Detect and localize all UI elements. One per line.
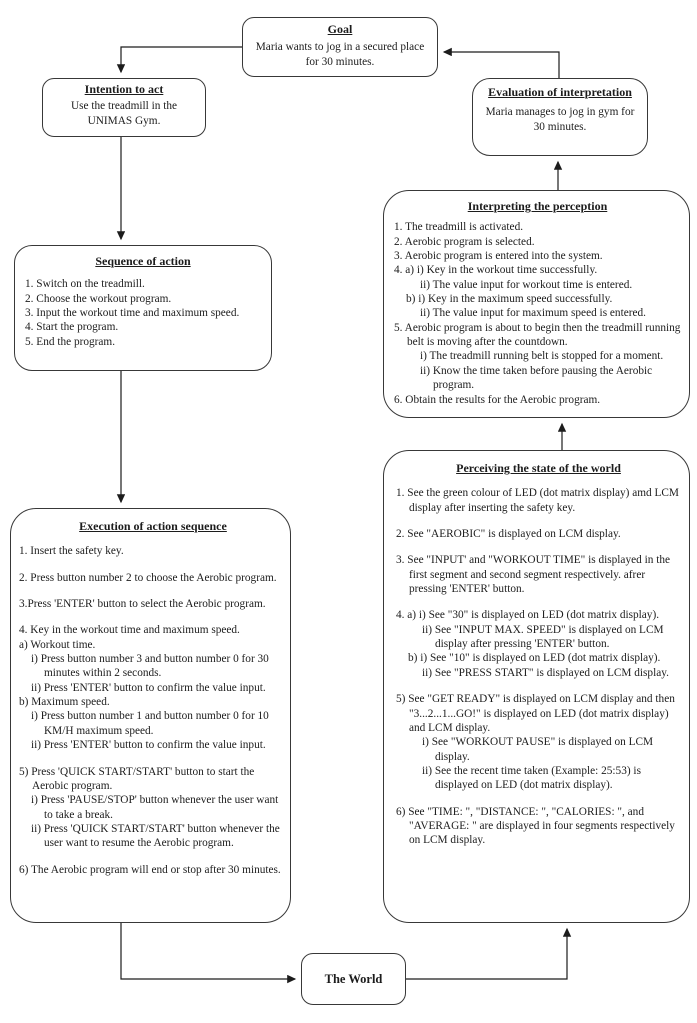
list-line: 4. a) i) See "30" is displayed on LED (dot matrix display). <box>396 609 660 622</box>
list-line: 1. See the green colour of LED (dot matrix display) amd LCM display after inserting the safety key. <box>396 487 679 514</box>
evaluation-body: Maria manages to jog in gym for 30 minutes. <box>485 106 635 133</box>
list-line: b) i) See "10" is displayed on LED (dot matrix display). <box>408 652 661 665</box>
intention-to-act-box <box>42 78 206 137</box>
interpreting-list <box>394 220 681 406</box>
list-line: ii) See "PRESS START" is displayed on LCM display. <box>422 666 669 679</box>
list-line: b) Maximum speed. <box>19 696 110 709</box>
list-line: 1. The treadmill is activated. <box>394 221 524 234</box>
the-world-box <box>301 953 406 1005</box>
list-line: 4. a) i) Key in the workout time successfully. <box>394 264 598 277</box>
list-line: 2. Choose the workout program. <box>25 292 172 305</box>
list-line: 2. Aerobic program is selected. <box>394 235 535 248</box>
arrow-world-to-perceiving <box>406 929 567 979</box>
list-line: 2. Press button number 2 to choose the Aerobic program. <box>19 571 277 584</box>
list-line: i) Press button number 3 and button number 0 for 30 minutes within 2 seconds. <box>31 653 269 680</box>
list-line: 5. Aerobic program is about to begin then the treadmill running belt is moving after the countdown. <box>394 321 681 349</box>
execution-title: Execution of action sequence <box>79 519 227 533</box>
list-line: b) i) Key in the maximum speed successfully. <box>406 293 613 306</box>
perceiving-state-of-world-box <box>383 450 690 923</box>
list-line: 5. End the program. <box>25 335 116 348</box>
world-title: The World <box>324 971 383 986</box>
sequence-of-action-box <box>14 245 272 371</box>
sequence-title: Sequence of action <box>95 254 191 268</box>
list-line: ii) The value input for maximum speed is entered. <box>420 307 646 320</box>
list-line: ii) See "INPUT MAX. SPEED" is displayed on LCM display after pressing 'ENTER' button. <box>422 623 664 651</box>
evaluation-title: Evaluation of interpretation <box>488 85 632 99</box>
list-line: 5) Press 'QUICK START/START' button to start the Aerobic program. <box>19 765 255 792</box>
list-line: ii) Press 'QUICK START/START' button whenever the user want to resume the Aerobic program. <box>31 822 280 850</box>
intention-body: Use the treadmill in the UNIMAS Gym. <box>70 100 178 127</box>
arrow-goal-to-intention <box>121 47 242 72</box>
list-line: ii) The value input for workout time is entered. <box>420 278 633 291</box>
list-line: i) Press button number 1 and button number 0 for 10 KM/H maximum speed. <box>31 710 269 737</box>
list-line: i) See "WORKOUT PAUSE" is displayed on LCM display. <box>422 736 654 763</box>
arrow-execution-to-world <box>121 923 295 979</box>
list-line: 3. Input the workout time and maximum speed. <box>25 307 240 320</box>
perceiving-list <box>396 486 681 847</box>
list-line: 2. See "AEROBIC" is displayed on LCM display. <box>396 528 621 541</box>
evaluation-of-interpretation-box <box>472 78 648 156</box>
list-line: a) Workout time. <box>19 638 96 651</box>
list-line: ii) Press 'ENTER' button to confirm the value input. <box>31 681 266 694</box>
list-line: 4. Key in the workout time and maximum speed. <box>19 624 240 637</box>
list-line: i) The treadmill running belt is stopped for a moment. <box>420 350 664 363</box>
list-line: 3. Aerobic program is entered into the system. <box>394 250 603 263</box>
list-line: 3.Press 'ENTER' button to select the Aerobic program. <box>19 598 266 611</box>
goal-box <box>242 17 438 77</box>
list-line: i) Press 'PAUSE/STOP' button whenever the user want to take a break. <box>31 794 279 821</box>
list-line: 4. Start the program. <box>25 321 119 334</box>
list-line: 1. Switch on the treadmill. <box>25 278 145 291</box>
goal-body: Maria wants to jog in a secured place for 30 minutes. <box>255 41 425 68</box>
intention-title: Intention to act <box>84 82 164 96</box>
interpreting-the-perception-box <box>383 190 690 418</box>
list-line: ii) Press 'ENTER' button to confirm the value input. <box>31 739 266 752</box>
interpreting-title: Interpreting the perception <box>467 199 608 213</box>
execution-list <box>19 544 287 877</box>
sequence-list <box>25 277 261 349</box>
list-line: 5) See "GET READY" is displayed on LCM display and then "3...2...1...GO!" is displayed on LED (dot matrix display) and LCM display. <box>396 693 675 734</box>
perceiving-title: Perceiving the state of the world <box>456 461 621 475</box>
list-line: 6) The Aerobic program will end or stop after 30 minutes. <box>19 863 281 876</box>
list-line: 3. See "INPUT' and "WORKOUT TIME" is displayed in the first segment and second segment respectively. afrer pressing 'ENTER' button. <box>396 554 670 596</box>
list-line: ii) See the recent time taken (Example: 25:53) is displayed on LED (dot matrix display). <box>422 764 641 792</box>
goal-title: Goal <box>327 22 353 36</box>
arrow-evaluation-to-goal <box>444 52 559 78</box>
list-line: ii) Know the time taken before pausing the Aerobic program. <box>420 364 653 392</box>
list-line: 6. Obtain the results for the Aerobic program. <box>394 393 601 406</box>
list-line: 1. Insert the safety key. <box>19 545 124 558</box>
list-line: 6) See "TIME: ", "DISTANCE: ", "CALORIES: ", and "AVERAGE: " are displayed in four segments respectively on LCM display. <box>396 805 675 847</box>
execution-of-action-sequence-box <box>10 508 291 923</box>
